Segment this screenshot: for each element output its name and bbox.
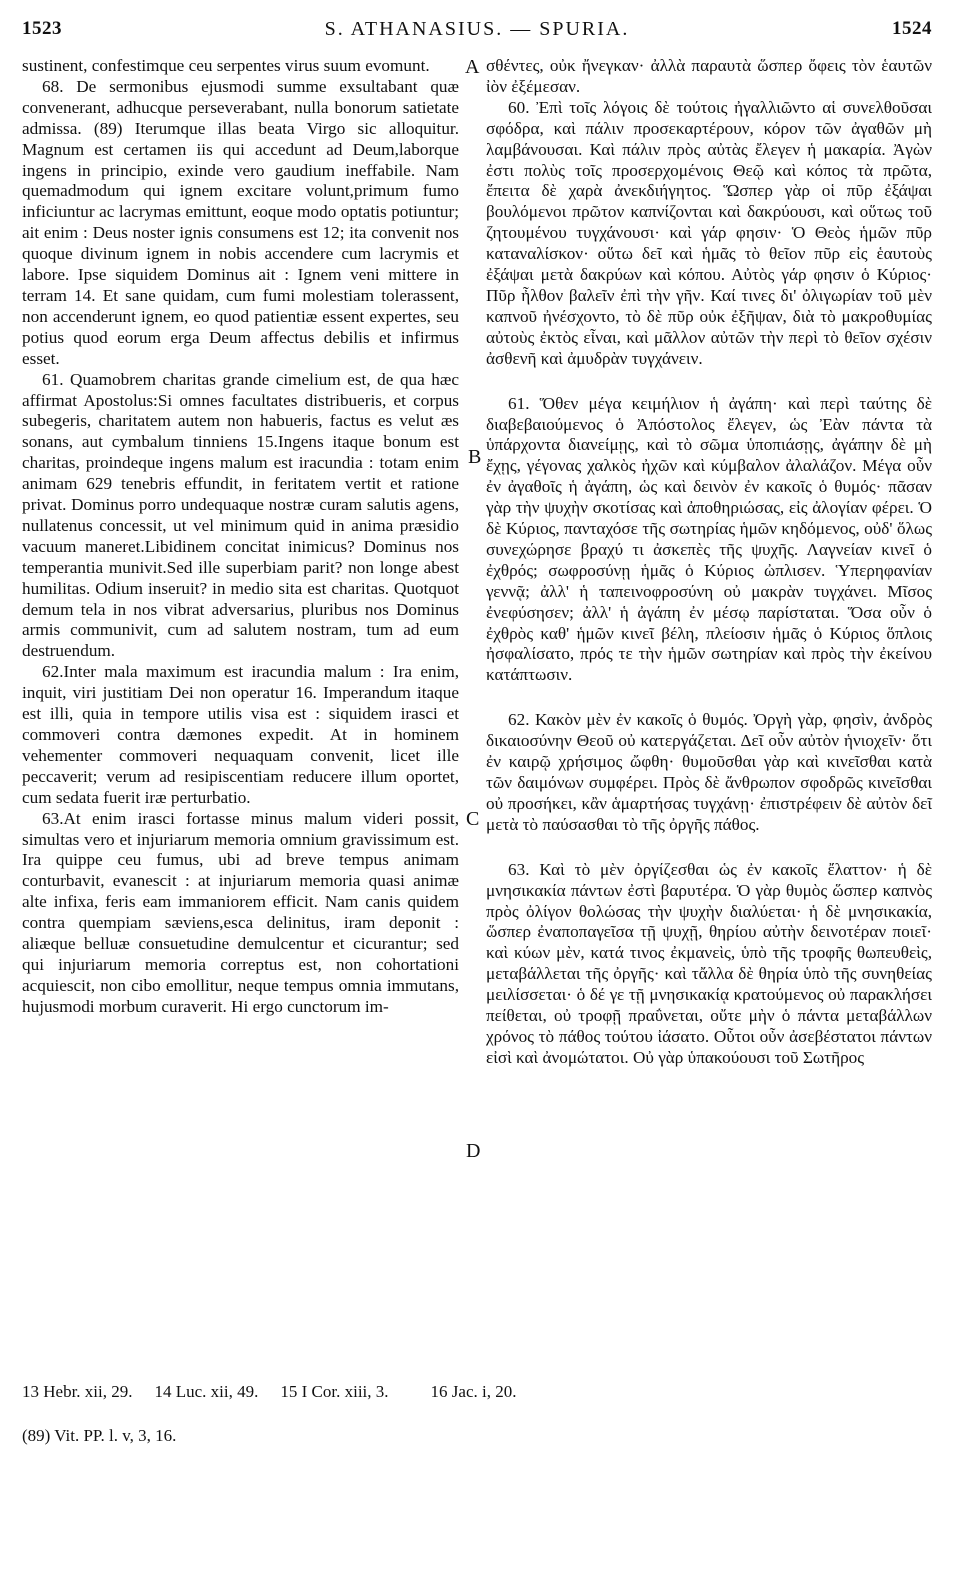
greek-paragraph-60: 60. Ἐπὶ τοῖς λόγοις δὲ τούτοις ἠγαλλιῶντο αἱ συνελθοῦσαι σφόδρα, καὶ πάλιν προσεκαρτέρουν, κόρον τῶν ἀγαθῶν μὴ λαμβάνουσαι. Καὶ πάλιν πρὸς αὐτὰς ἔλεγεν ἡ μακαρία. Ἀγὼν ἐστι πολὺς τοῖς προσερχομένοις Θεῷ καὶ κόπος τὰ πρῶτα, ἔπειτα δὲ χαρὰ ἀνεκδιήγητος. Ὥσπερ γὰρ οἱ πῦρ ἐξάψαι βουλόμενοι πρῶτον καπνίζονται καὶ δακρύουσι, καὶ οὕτως τοῦ ζητουμένου τυγχάνουσι· καὶ γάρ φησιν· Ὁ Θεὸς ἡμῶν πῦρ καταναλίσκον· οὕτω δεῖ καὶ ἡμᾶς τὸ θεῖον πῦρ εἰς ἑαυτοὺς ἐξάψαι μετὰ δακρύων καὶ κόπου. Αὐτὸς γάρ φησιν ὁ Κύριος· Πῦρ ἦλθον βαλεῖν ἐπὶ τὴν γῆν. Καί τινες δι' ὀλιγωρίαν τοῦ μὲν καπνοῦ ἠνέσχοντο, τὸ δὲ πῦρ οὐκ ἐξῆψαν, διὰ τὸ μακροθυμίας αὐτοὺς ἐκτὸς εἶναι, καὶ μᾶλλον αὐτῶν τὴν περὶ τὸ θεῖον σχέσιν ἀσθενῆ καὶ ἀμυδρὰν τυγχάνειν. [486,97,932,368]
latin-paragraph-62: 62.Inter mala maximum est iracundia malum : Ira enim, inquit, viri justitiam Dei non operatur 16. Imperandum itaque est illi, quia in tempore utilis visa est : siquidem irasci et commoveri contra dæmones expedit. At in hominem vehementer commoveri nequaquam convenit, licet ille peccaverit; verum ad resipiscentiam reducere illum oportet, cum sedata fuerit iræ perturbatio. [22,662,459,807]
right-column-number: 1524 [892,18,932,39]
running-title: S. ATHANASIUS. — SPURIA. [324,18,630,40]
footnote-14: 14 Luc. xii, 49. [154,1382,259,1401]
margin-marker-d: D [466,1140,481,1162]
greek-paragraph-61: 61. Ὅθεν μέγα κειμήλιον ἡ ἀγάπη· καὶ περὶ ταύτης δὲ διαβεβαιούμενος ὁ Ἀπόστολος ἔλεγεν, ὡς Ἐὰν πάντα τὰ ὑπάρχοντα διανείμῃς, καὶ τὸ σῶμα ὑποπιάσῃς, ἀγάπην δὲ μὴ ἔχῃς, γέγονας χαλκὸς ἠχῶν καὶ κύμβαλον ἀλαλάζον. Μέγα οὖν ἐν ἀγαθοῖς ἡ ἀγάπη, ὡς καὶ δεινὸν ἐν κακοῖς ὁ θυμός· πᾶσαν γὰρ τὴν ψυχὴν σκοτίσας καὶ ἀποθηριώσας, εἰς ἀλογίαν φέρει. Ὁ δὲ Κύριος, πανταχόσε τῆς σωτηρίας ἡμῶν κηδόμενος, οὐδ' ὅλως συνεχώρησε βραχύ τι ἀσκεπὲς τῆς ψυχῆς. Λαγνείαν κινεῖ ὁ ἐχθρός; σωφροσύνῃ ἡμᾶς ὁ Κύριος ὠπλισεν. Ὑπερηφανίαν γεννᾷ; ἀλλ' ἡ ταπεινοφροσύνη οὐ μακρὰν τυγχάνει. Μῖσος ἐνεφύσησεν; ἀλλ' ἡ ἀγάπη ἐν μέσῳ παρίσταται. Ὅσα οὖν ὁ ἐχθρὸς καθ' ἡμῶν κινεῖ βέλη, πλείοσιν ἡμᾶς ὁ Κύριος ὅπλοις ἠσφαλίσατο, πρός τε τὴν ἡμῶν σωτηρίαν καὶ πρὸς τὴν ἐκείνου κατάπτωσιν. [486,393,932,685]
greek-column [486,56,932,1069]
latin-paragraph-continuation: sustinent, confestimque ceu serpentes virus suum evomunt. [22,56,430,75]
greek-paragraph-continuation: σθέντες, οὐκ ἤνεγκαν· ἀλλὰ παραυτὰ ὥσπερ ὄφεις τὸν ἑαυτῶν ἰὸν ἐξέμεσαν. [486,56,932,96]
greek-paragraph-63: 63. Καὶ τὸ μὲν ὀργίζεσθαι ὡς ἐν κακοῖς ἔλαττον· ἡ δὲ μνησικακία πάντων ἐστὶ βαρυτέρα. Ὁ γὰρ θυμὸς ὥσπερ καπνὸς πρὸς ὀλίγον θολώσας τὴν ψυχὴν διαλύεται· ἡ δὲ μνησικακία, ὥσπερ ἐναποπαγεῖσα τῇ ψυχῇ, θηρίου αὐτὴν δεινοτέραν ποιεῖ· καὶ κύων μὲν, κατά τινος ἐκμανεὶς, ὑπὸ τῆς τροφῆς θωπευθεὶς, μεταβάλλεται τῆς ὀργῆς· καὶ τἄλλα δὲ θηρία ὑπὸ τῆς συνηθείας μειλίσσεται· ὁ δέ γε τῇ μνησικακίᾳ κρατούμενος οὐ παρακλήσει πείθεται, οὐ τροφῇ πραΰνεται, οὔτε μὴν ὁ πάντα μεταβάλλων χρόνος τὸ πάθος τούτου ἰάσατο. Οὗτοι οὖν ἀσεβέστατοι πάντων εἰσὶ καὶ ἀνομώτατοι. Οὐ γὰρ ὑπακούουσι τοῦ Σωτῆρος [486,859,932,1067]
footnote-16: 16 Jac. i, 20. [430,1382,517,1401]
greek-paragraph-62: 62. Κακὸν μὲν ἐν κακοῖς ὁ θυμός. Ὀργὴ γὰρ, φησὶν, ἀνδρὸς δικαιοσύνην Θεοῦ οὐ κατεργάζεται. Δεῖ οὖν αὐτὸν ἡνιοχεῖν· ὅτι ἐν καιρῷ χρήσιμος ὤφθη· θυμοῦσθαι γὰρ καὶ κινεῖσθαι κατὰ τῶν δαιμόνων συμφέρει. Πρὸς δὲ ἄνθρωπον σφοδρῶς κινεῖσθαι οὐ προσήκει, κἂν ἁμαρτήσας τυγχάνῃ· ἐπιστρέφειν δὲ αὐτὸν δεῖ μετὰ τὸ παύσασθαι τὸ τῆς ὀργῆς πάθος. [486,710,932,834]
latin-paragraph-60: 68. De sermonibus ejusmodi summe exsultabant quæ convenerant, adhucque perseverabant, nulla bonorum satietate admissa. (89) Iterumque illas beata Virgo sic alloquitur. Magnum est certamen iis qui accedunt ad Deum,laborque ingens in principio, exinde vero gaudium ineffabile. Nam quemadmodum qui ignem excitare volunt,primum fumo inficiuntur ac lacrymas emittunt, eoque modo optatis potiuntur; ait enim : Deus noster ignis consumens est 12; ita convenit nos quoque divinum ignem in nobis accendere cum lacrymis et labore. Ipse siquidem Dominus ait : Ignem veni mittere in terram 14. Et sane quidam, cum fumi molestiam tolerassent, non accenderunt ignem, eo quod patientiæ essent expertes, seu potius quod eorum erga Deum affectus debilis et infirmus esset. [22,76,459,368]
footnote-15: 15 I Cor. xiii, 3. [280,1382,389,1401]
margin-marker-b: B [468,446,482,468]
footnote-13: 13 Hebr. xii, 29. [22,1382,133,1401]
footnote-references [22,1382,932,1402]
latin-paragraph-63: 63.At enim irasci fortasse minus malum videri possit, simultas vero et injuriarum memoria omnium gravissimum est. Ira quippe ceu fumus, ubi ad breve tempus animam conturbavit, evanescit : at injuriarum memoria quasi animæ alte infixa, feris eam immaniorem efficit. Nam canis quidem contra quempiam sæviens,esca delinitus, iram deponit : aliæque belluæ consuetudine demulcentur et cicurantur; sed qui injuriarum memoria correptus est, non cohortationi acquiescit, non cibo emollitur, neque tempus omnia immutans, hujusmodi morbum curaverit. Hi ergo cunctorum im- [22,808,459,1016]
latin-paragraph-61: 61. Quamobrem charitas grande cimelium est, de qua hæc affirmat Apostolus:Si omnes facultates distribueris, et corpus subegeris, charitatem autem non habueris, factus es velut æs sonans, aut cymbalum tinniens 15.Ingens itaque bonum est charitas, proindeque ingens malum est iracundia : totam enim animam 629 tenebris effundit, in feritatem vertit et ratione privat. Dominus porro undequaque nostræ curam salutis agens, nullatenus concessit, ut vel minimum quid in anima præsidio vacuum maneret.Libidinem concitat inimicus? Dominus nos temperantia munivit.Sed ille superbiam parit? non longe abest humilitas. Odium inseruit? in medio sita est charitas. Quotquot demum tela in nos vibrat adversarius, pluribus nos Dominus armis communivit, cum ad salutem nostram, tum ad eum destruendum. [22,369,459,661]
page-header [22,18,932,42]
left-column-number: 1523 [22,18,62,39]
margin-marker-a: A [465,56,480,78]
footnote-89: (89) Vit. PP. l. v, 3, 16. [22,1426,177,1445]
margin-marker-c: C [466,808,480,830]
latin-column [22,56,459,1018]
footnotes [22,1382,932,1446]
